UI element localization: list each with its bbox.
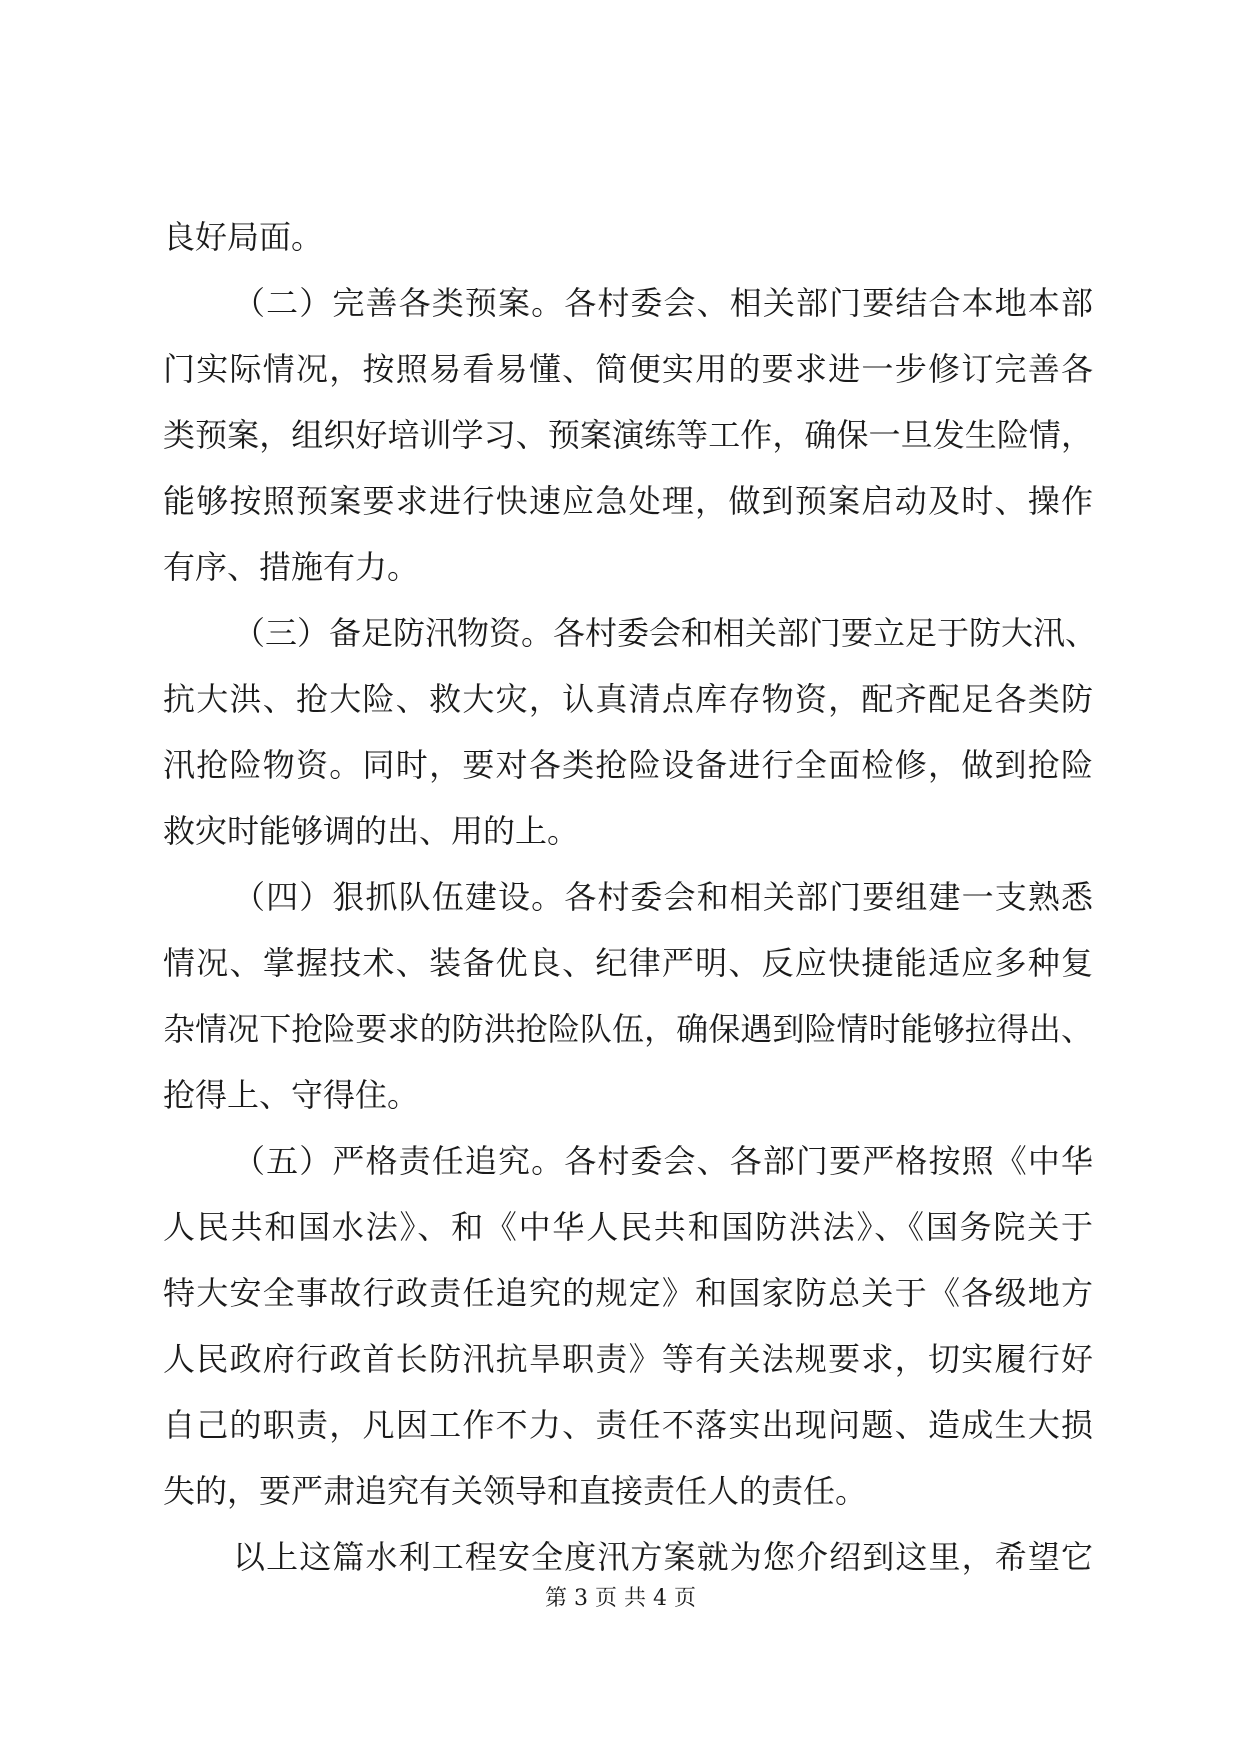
- page-footer: 第 3 页 共 4 页: [545, 1586, 696, 1611]
- text-line: 能够按照预案要求进行快速应急处理，做到预案启动及时、操作: [163, 482, 1093, 520]
- text-line: 抗大洪、抢大险、救大灾，认真清点库存物资，配齐配足各类防: [163, 680, 1093, 718]
- text-line: 特大安全事故行政责任追究的规定》和国家防总关于《各级地方: [163, 1274, 1093, 1312]
- text-line: 良好局面。: [163, 218, 324, 256]
- text-line: 抢得上、守得住。: [163, 1076, 420, 1114]
- document-body: [163, 204, 1098, 1590]
- text-line: 类预案，组织好培训学习、预案演练等工作，确保一旦发生险情，: [163, 416, 1093, 454]
- text-line: 以上这篇水利工程安全度汛方案就为您介绍到这里，希望它: [233, 1538, 1093, 1576]
- text-line: 汛抢险物资。同时，要对各类抢险设备进行全面检修，做到抢险: [163, 746, 1093, 784]
- text-line: 人民共和国水法》、和《中华人民共和国防洪法》、《国务院关于: [163, 1208, 1093, 1246]
- text-line: （三）备足防汛物资。各村委会和相关部门要立足于防大汛、: [233, 614, 1098, 652]
- text-line: （二）完善各类预案。各村委会、相关部门要结合本地本部: [233, 284, 1093, 322]
- text-line: 救灾时能够调的出、用的上。: [163, 812, 580, 850]
- text-line: 自己的职责，凡因工作不力、责任不落实出现问题、造成生大损: [163, 1406, 1093, 1444]
- text-line: 门实际情况，按照易看易懂、简便实用的要求进一步修订完善各: [163, 350, 1093, 388]
- text-line: 人民政府行政首长防汛抗旱职责》等有关法规要求，切实履行好: [163, 1340, 1093, 1378]
- text-line: （五）严格责任追究。各村委会、各部门要严格按照《中华: [233, 1142, 1093, 1180]
- text-line: 杂情况下抢险要求的防洪抢险队伍，确保遇到险情时能够拉得出、: [163, 1010, 1093, 1048]
- text-line: 有序、措施有力。: [163, 548, 420, 586]
- text-line: （四）狠抓队伍建设。各村委会和相关部门要组建一支熟悉: [233, 878, 1093, 916]
- text-line: 情况、掌握技术、装备优良、纪律严明、反应快捷能适应多种复: [163, 944, 1093, 982]
- text-line: 失的，要严肃追究有关领导和直接责任人的责任。: [163, 1472, 868, 1510]
